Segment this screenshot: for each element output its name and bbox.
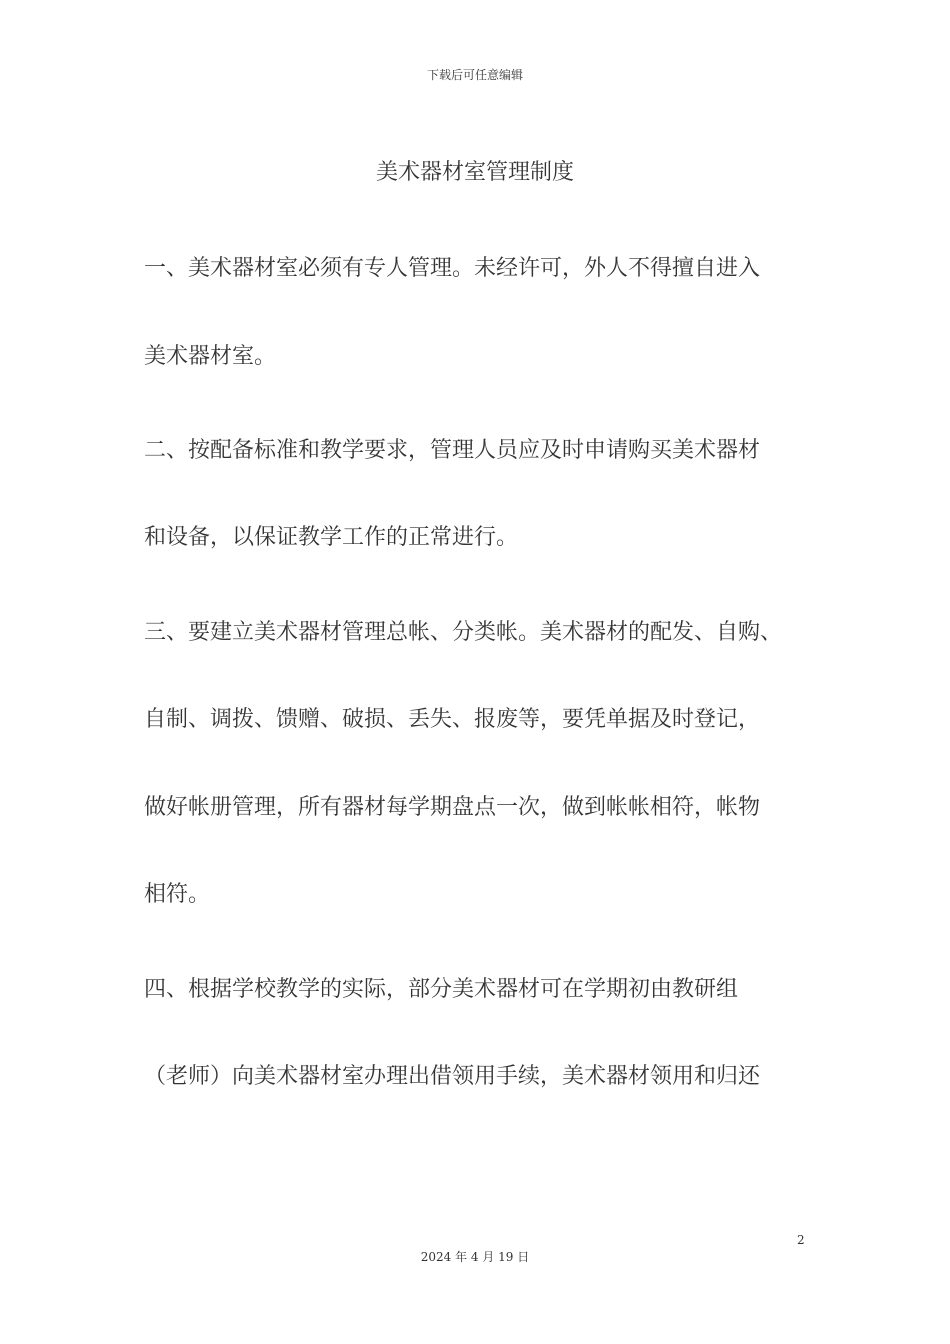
body-line: 美术器材室。 [144,344,277,369]
body-line: （老师）向美术器材室办理出借领用手续，美术器材领用和归还 [144,1064,761,1089]
body-line: 一、美术器材室必须有专人管理。未经许可，外人不得擅自进入 [144,256,761,281]
body-line: 四、根据学校教学的实际，部分美术器材可在学期初由教研组 [144,977,739,1002]
body-line: 自制、调拨、馈赠、破损、丢失、报废等，要凭单据及时登记， [144,707,761,732]
page-header-note: 下载后可任意编辑 [426,68,523,82]
body-line: 二、按配备标准和教学要求，管理人员应及时申请购买美术器材 [144,438,761,463]
footer-date: 2024 年 4 月 19 日 [420,1250,530,1264]
body-line: 三、要建立美术器材管理总帐、分类帐。美术器材的配发、自购、 [144,620,783,645]
document-title: 美术器材室管理制度 [375,160,574,185]
page-number: 2 [797,1233,805,1247]
body-line: 做好帐册管理，所有器材每学期盘点一次，做到帐帐相符，帐物 [144,795,761,820]
body-line: 相符。 [144,882,211,907]
body-line: 和设备，以保证教学工作的正常进行。 [144,525,519,550]
